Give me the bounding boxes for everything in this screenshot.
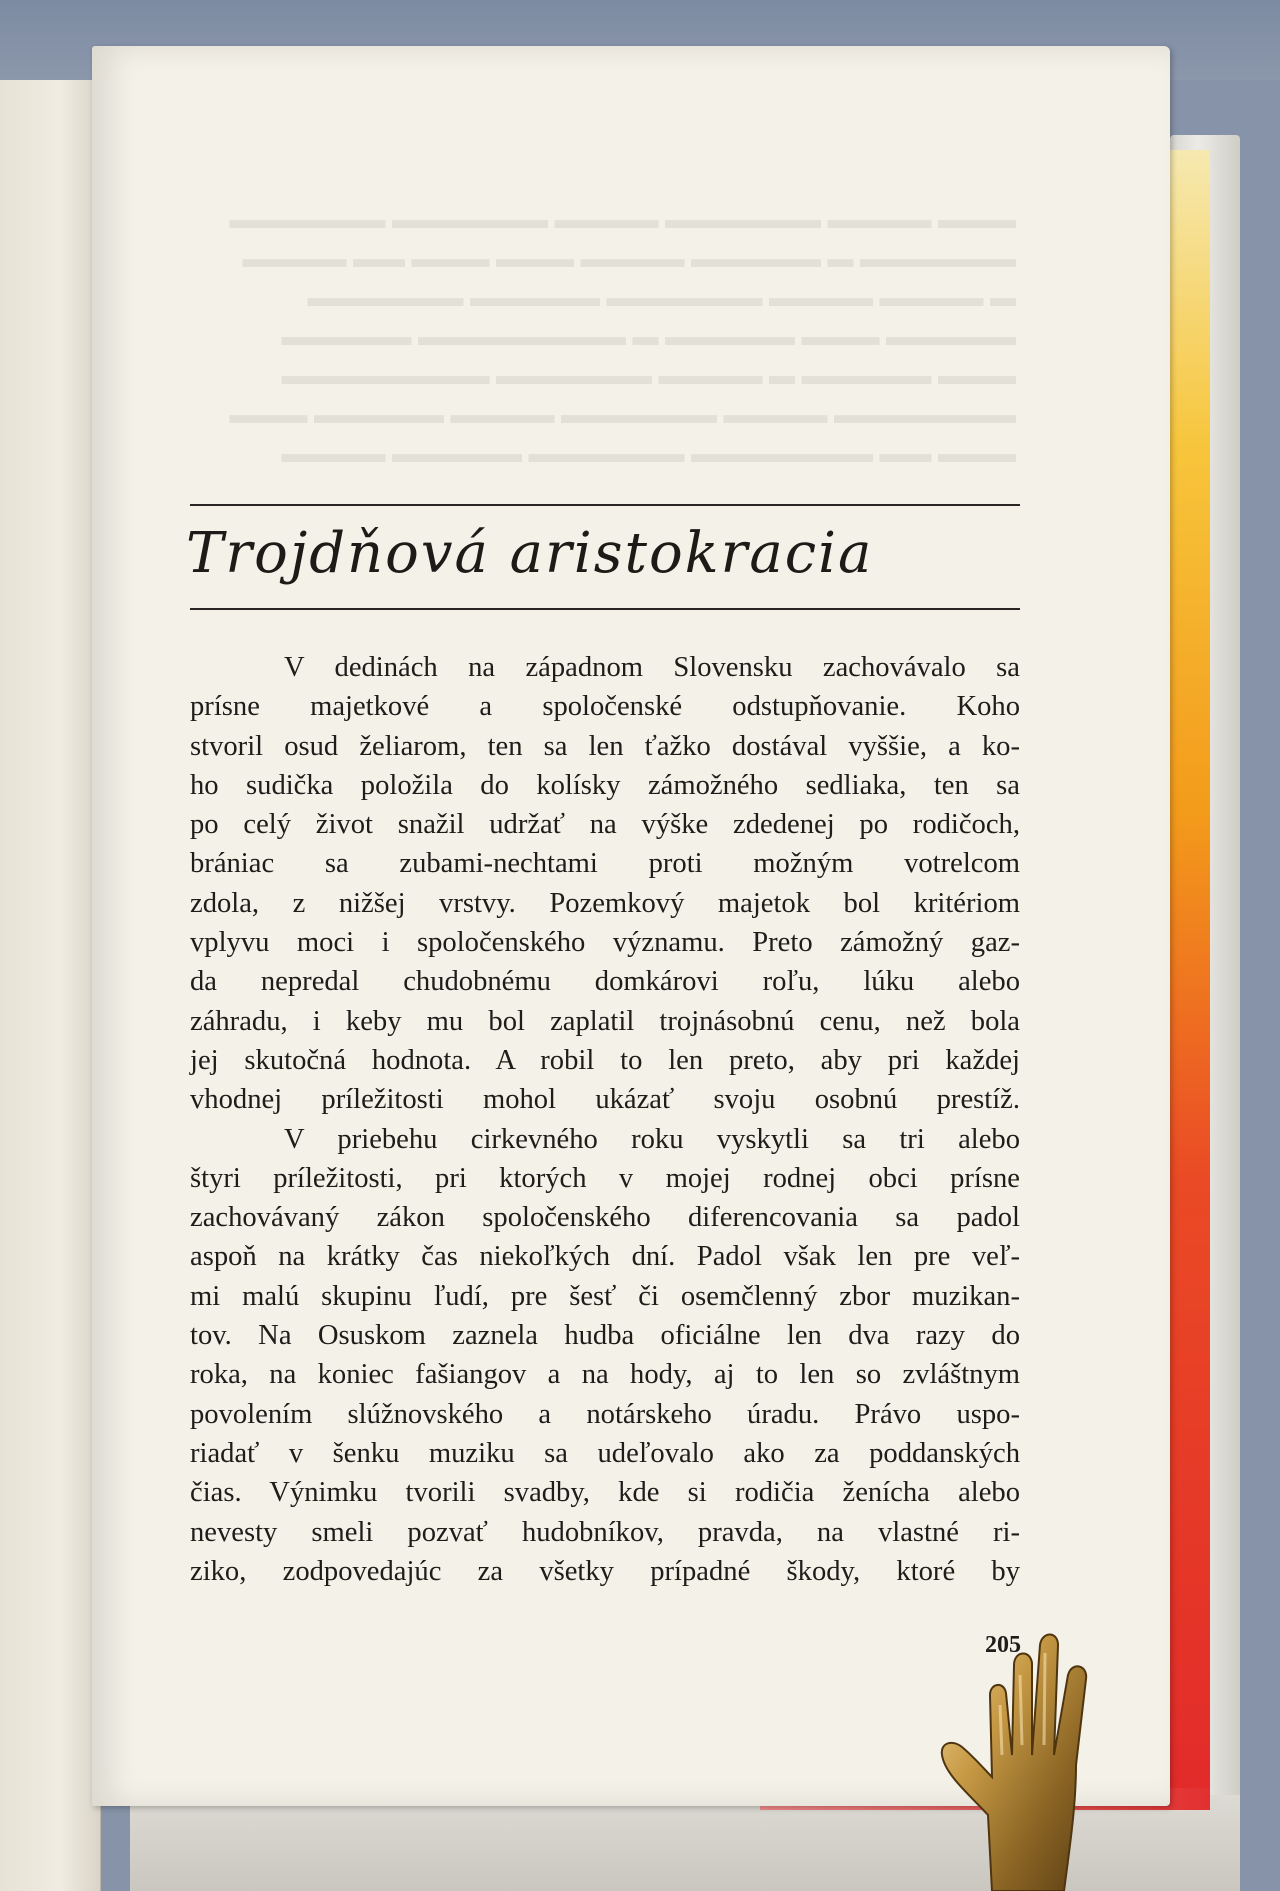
text-line: zachovávaný zákon spoločenského diferencovania sa padol bbox=[190, 1202, 1020, 1234]
text-line: stvoril osud želiarom, ten sa len ťažko dostával vyššie, a ko- bbox=[190, 730, 1020, 762]
title-rule-top bbox=[190, 504, 1020, 506]
text-line: aspoň na krátky čas niekoľkých dní. Padol však len pre veľ- bbox=[190, 1241, 1020, 1273]
text-line: ziko, zodpovedajúc za všetky prípadné škody, ktoré by bbox=[190, 1555, 1020, 1587]
text-line: záhradu, i keby mu bol zaplatil trojnásobnú cenu, než bola bbox=[190, 1005, 1020, 1037]
text-line: V dedinách na západnom Slovensku zachovávalo sa bbox=[284, 652, 1020, 683]
title-rule-bottom bbox=[190, 608, 1020, 610]
chapter-body-text bbox=[190, 648, 1020, 1591]
brass-hand-page-holder-icon bbox=[930, 1605, 1130, 1891]
text-line: da nepredal chudobnému domkárovi roľu, lúku alebo bbox=[190, 966, 1020, 998]
text-line: po celý život snažil udržať na výške zdedenej po rodičoch, bbox=[190, 809, 1020, 841]
text-line: roka, na koniec fašiangov a na hody, aj to len so zvláštnym bbox=[190, 1359, 1020, 1391]
text-line: štyri príležitosti, pri ktorých v mojej rodnej obci prísne bbox=[190, 1162, 1020, 1194]
text-line: prísne majetkové a spoločenské odstupňovanie. Koho bbox=[190, 691, 1020, 723]
text-line: tov. Na Osuskom zaznela hudba oficiálne len dva razy do bbox=[190, 1320, 1020, 1352]
text-line: mi malú skupinu ľudí, pre šesť či osemčlenný zbor muzikan- bbox=[190, 1280, 1020, 1312]
text-line: jej skutočná hodnota. A robil to len preto, aby pri každej bbox=[190, 1044, 1020, 1076]
text-line: ho sudička položila do kolísky zámožného sedliaka, ten sa bbox=[190, 769, 1020, 801]
left-page bbox=[0, 80, 101, 1891]
text-line: zdola, z nižšej vrstvy. Pozemkový majetok bol kritériom bbox=[190, 887, 1020, 919]
bleed-through-text: ▬▬▬ ▬▬▬▬ ▬▬▬▬▬▬ ▬▬▬▬ ▬▬▬▬▬▬ ▬▬▬▬▬▬ ▬▬▬▬▬▬ ▬ ▬▬▬▬▬ ▬▬▬▬ ▬▬▬ ▬▬▬ ▬▬ ▬▬▬▬ ▬ ▬▬▬▬ ▬▬▬▬ ▬▬▬▬▬▬ ▬▬▬▬▬ ▬▬▬▬▬▬ ▬▬▬▬▬ ▬▬▬ ▬▬▬▬▬ ▬ ▬▬▬▬▬▬▬▬ ▬▬▬▬▬ ▬▬▬ ▬▬▬▬▬ ▬ ▬▬▬▬ ▬▬▬▬▬▬ ▬▬▬▬▬▬▬▬ ▬▬▬▬▬▬▬ ▬▬▬▬ ▬▬▬▬▬▬ ▬▬▬▬ ▬▬▬▬▬ ▬▬▬ ▬▬▬ ▬▬ ▬▬▬▬▬▬▬ ▬▬▬▬▬▬ ▬▬▬▬▬ ▬▬▬▬ bbox=[229, 205, 1016, 468]
text-line: brániac sa zubami-nechtami proti možným votrelcom bbox=[190, 848, 1020, 880]
text-line: vhodnej príležitosti mohol ukázať svoju osobnú prestíž. bbox=[190, 1084, 1020, 1116]
text-line: riadať v šenku muziku sa udeľovalo ako za poddanských bbox=[190, 1437, 1020, 1469]
text-line: čias. Výnimku tvorili svadby, kde si rodičia ženícha alebo bbox=[190, 1477, 1020, 1509]
text-line: vplyvu moci i spoločenského významu. Preto zámožný gaz- bbox=[190, 927, 1020, 959]
text-line: V priebehu cirkevného roku vyskytli sa tri alebo bbox=[284, 1123, 1020, 1155]
text-line: povolením slúžnovského a notárskeho úradu. Právo uspo- bbox=[190, 1398, 1020, 1430]
text-line: nevesty smeli pozvať hudobníkov, pravda, na vlastné ri- bbox=[190, 1516, 1020, 1548]
page-number: 205 bbox=[985, 1632, 1021, 1658]
chapter-title: Trojdňová aristokracia bbox=[186, 521, 874, 586]
